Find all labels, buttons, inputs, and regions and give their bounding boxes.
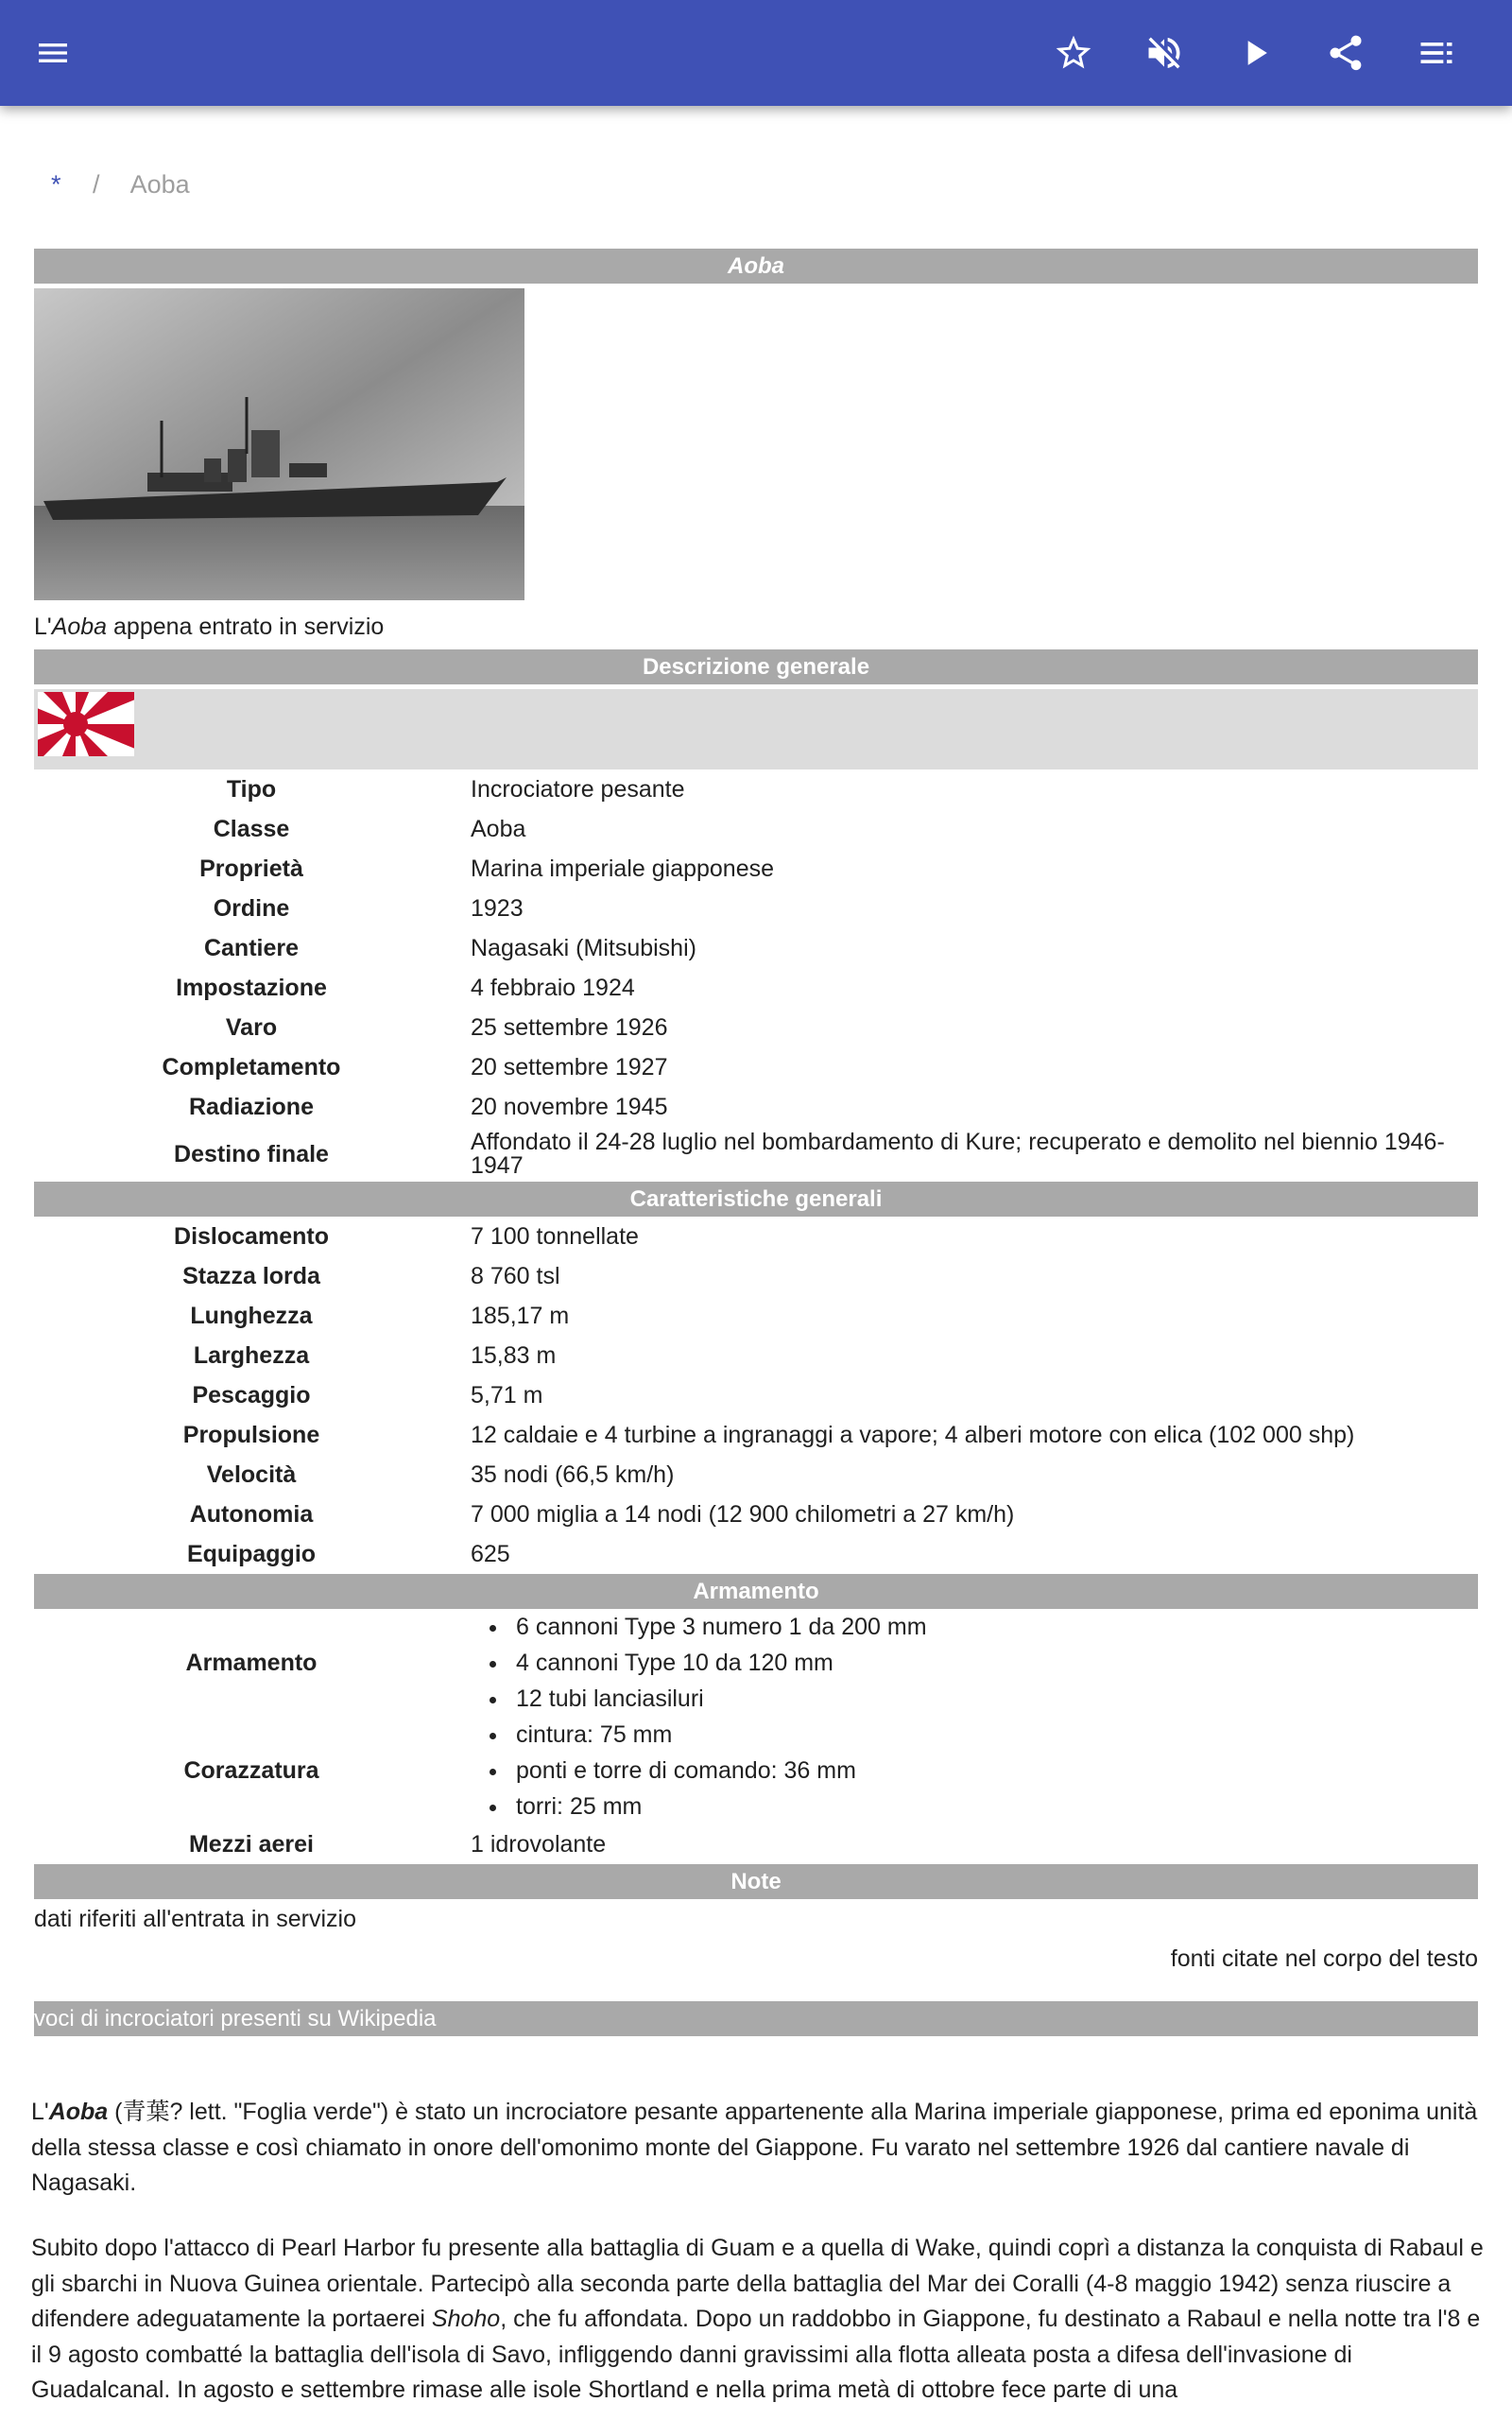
table-row xyxy=(34,1296,1478,1336)
row-label: Proprietà xyxy=(199,856,303,882)
rising-sun-flag-icon[interactable] xyxy=(38,692,134,756)
caption-prefix: L' xyxy=(34,614,52,640)
section-characteristics: Caratteristiche generali xyxy=(34,1182,1478,1217)
table-row xyxy=(34,1415,1478,1455)
share-icon xyxy=(1325,32,1366,74)
row-label: Varo xyxy=(225,1014,278,1041)
p2-text-a: Subito dopo l'attacco di Pearl Harbor fu presente alla battaglia di Guam e a quella di Wake, quindi coprì a distanza la conquista di Rabaul e gli sbarchi in Nuova Guinea orientale. Partecipò alla seconda parte della battaglia del Mar dei Coralli (4-8 maggio 1942) senza riuscire a difendere adeguatamente la portaerei xyxy=(31,2235,1484,2333)
infobox-title: Aoba xyxy=(34,249,1478,284)
wikipedia-cruisers-bar[interactable]: voci di incrociatori presenti su Wikipedia xyxy=(34,2001,1478,2036)
playlist-button[interactable] xyxy=(1414,30,1459,76)
table-row xyxy=(34,1609,1478,1717)
app-bar xyxy=(0,0,1512,106)
row-value: 12 caldaie e 4 turbine a ingranaggi a vapore; 4 alberi motore con elica (102 000 shp) xyxy=(471,1422,1355,1448)
armor-list xyxy=(471,1717,1478,1824)
row-value: 35 nodi (66,5 km/h) xyxy=(471,1461,675,1488)
row-value: Affondato il 24-28 luglio nel bombardamento di Kure; recuperato e demolito nel biennio 1946-1947 xyxy=(471,1129,1445,1179)
caption-ship-name: Aoba xyxy=(51,614,108,640)
row-value: 625 xyxy=(471,1541,510,1567)
row-value: Aoba xyxy=(471,816,526,842)
sources-text: fonti citate nel corpo del testo xyxy=(1170,1945,1478,1972)
row-value: 8 760 tsl xyxy=(471,1263,560,1289)
table-row xyxy=(34,968,1478,1008)
flag-row xyxy=(34,689,1478,769)
ship-photo[interactable] xyxy=(34,288,524,600)
share-button[interactable] xyxy=(1323,30,1368,76)
row-value: 25 settembre 1926 xyxy=(471,1014,668,1041)
aircraft-value: 1 idrovolante xyxy=(471,1831,607,1858)
table-row xyxy=(34,1336,1478,1375)
section-notes: Note xyxy=(34,1864,1478,1899)
table-row xyxy=(34,1008,1478,1047)
row-value: 20 novembre 1945 xyxy=(471,1094,668,1120)
table-row xyxy=(34,1256,1478,1296)
row-label: Tipo xyxy=(226,776,277,803)
row-value: 1923 xyxy=(471,895,524,922)
table-row xyxy=(34,769,1478,809)
table-row xyxy=(34,928,1478,968)
menu-icon xyxy=(34,34,72,72)
row-label: Destino finale xyxy=(174,1141,329,1167)
row-label: Ordine xyxy=(213,895,290,922)
row-label: Stazza lorda xyxy=(182,1263,320,1289)
breadcrumb-home-link[interactable]: * xyxy=(51,170,61,199)
p1-text-a: L' xyxy=(31,2099,49,2125)
p2-text-b: , che fu affondata. Dopo un raddobbo in Giappone, fu destinato a Rabaul e nella notte tra l'8 e il 9 agosto combatté la battaglia dell'isola di Savo, infliggendo danni gravissimi alla flotta alleata posta a difesa dell'invasione di Guadalcanal. In agosto e settembre rimase alle isole Shortland e nella prima metà di ottobre fece parte di una xyxy=(31,2306,1481,2404)
row-label: Propulsione xyxy=(182,1422,320,1448)
general-table xyxy=(34,769,1478,1182)
armament-label: Armamento xyxy=(185,1650,318,1676)
article-paragraph-2 xyxy=(31,2231,1486,2409)
list-item: 4 cannoni Type 10 da 120 mm xyxy=(471,1645,1478,1681)
table-row xyxy=(34,1534,1478,1574)
bookmark-button[interactable] xyxy=(1051,30,1096,76)
table-row xyxy=(34,1824,1478,1864)
armor-label: Corazzatura xyxy=(183,1757,319,1784)
table-row xyxy=(34,1495,1478,1534)
article-paragraph-1 xyxy=(31,2095,1486,2202)
row-label: Cantiere xyxy=(203,935,300,961)
playlist-icon xyxy=(1416,32,1457,74)
table-row xyxy=(34,1217,1478,1256)
mute-button[interactable] xyxy=(1142,30,1187,76)
table-row xyxy=(34,849,1478,889)
row-value: 20 settembre 1927 xyxy=(471,1054,668,1080)
play-button[interactable] xyxy=(1232,30,1278,76)
note-text: dati riferiti all'entrata in servizio xyxy=(34,1906,357,1932)
table-row xyxy=(34,1047,1478,1087)
table-row xyxy=(34,809,1478,849)
row-label: Velocità xyxy=(206,1461,297,1488)
p1-text-b: (青葉? lett. "Foglia verde") è stato un incrociatore pesante appartenente alla Marina imperiale giapponese, prima ed eponima unità della stessa classe e così chiamato in onore dell'omonimo monte del Giappone. Fu varato nel settembre 1926 dal cantiere navale di Nagasaki. xyxy=(31,2099,1478,2197)
row-label: Classe xyxy=(213,816,290,842)
characteristics-table xyxy=(34,1217,1478,1574)
aircraft-label: Mezzi aerei xyxy=(188,1831,314,1858)
row-label: Autonomia xyxy=(189,1501,314,1528)
row-label: Pescaggio xyxy=(192,1382,311,1409)
armament-list xyxy=(471,1609,1478,1717)
list-item: ponti e torre di comando: 36 mm xyxy=(471,1753,1478,1789)
table-row xyxy=(34,1717,1478,1824)
table-row xyxy=(34,889,1478,928)
table-row xyxy=(34,1127,1478,1182)
row-label: Dislocamento xyxy=(174,1223,329,1250)
caption-suffix: appena entrato in servizio xyxy=(107,614,385,640)
table-row xyxy=(34,1455,1478,1495)
menu-button[interactable] xyxy=(30,30,76,76)
row-label: Completamento xyxy=(162,1054,341,1080)
photo-caption xyxy=(34,614,1478,640)
row-value: 15,83 m xyxy=(471,1342,557,1369)
list-item: 12 tubi lanciasiluri xyxy=(471,1681,1478,1717)
p1-ship-name: Aoba xyxy=(48,2099,109,2125)
breadcrumb-separator: / xyxy=(93,170,100,199)
row-label: Lunghezza xyxy=(190,1303,313,1329)
list-item: cintura: 75 mm xyxy=(471,1717,1478,1753)
breadcrumb xyxy=(51,170,190,199)
table-row xyxy=(34,1375,1478,1415)
row-value: Nagasaki (Mitsubishi) xyxy=(471,935,696,961)
play-icon xyxy=(1234,32,1276,74)
row-value: 185,17 m xyxy=(471,1303,570,1329)
list-item: torri: 25 mm xyxy=(471,1789,1478,1824)
row-value: Incrociatore pesante xyxy=(471,776,685,803)
row-value: 4 febbraio 1924 xyxy=(471,975,635,1001)
row-label: Impostazione xyxy=(176,975,327,1001)
section-armament: Armamento xyxy=(34,1574,1478,1609)
list-item: 6 cannoni Type 3 numero 1 da 200 mm xyxy=(471,1609,1478,1645)
star-icon xyxy=(1053,32,1094,74)
volume-off-icon xyxy=(1143,32,1185,74)
table-row xyxy=(34,1087,1478,1127)
row-label: Larghezza xyxy=(193,1342,310,1369)
row-value: 7 100 tonnellate xyxy=(471,1223,639,1250)
row-label: Equipaggio xyxy=(186,1541,317,1567)
row-label: Radiazione xyxy=(189,1094,314,1120)
row-value: 5,71 m xyxy=(471,1382,543,1409)
section-general: Descrizione generale xyxy=(34,649,1478,684)
row-value: Marina imperiale giapponese xyxy=(471,856,775,882)
p2-shoho-link[interactable]: Shoho xyxy=(431,2306,501,2333)
row-value: 7 000 miglia a 14 nodi (12 900 chilometri a 27 km/h) xyxy=(471,1501,1015,1528)
infobox xyxy=(34,249,1478,2036)
breadcrumb-current: Aoba xyxy=(129,170,190,199)
armament-table xyxy=(34,1609,1478,1864)
